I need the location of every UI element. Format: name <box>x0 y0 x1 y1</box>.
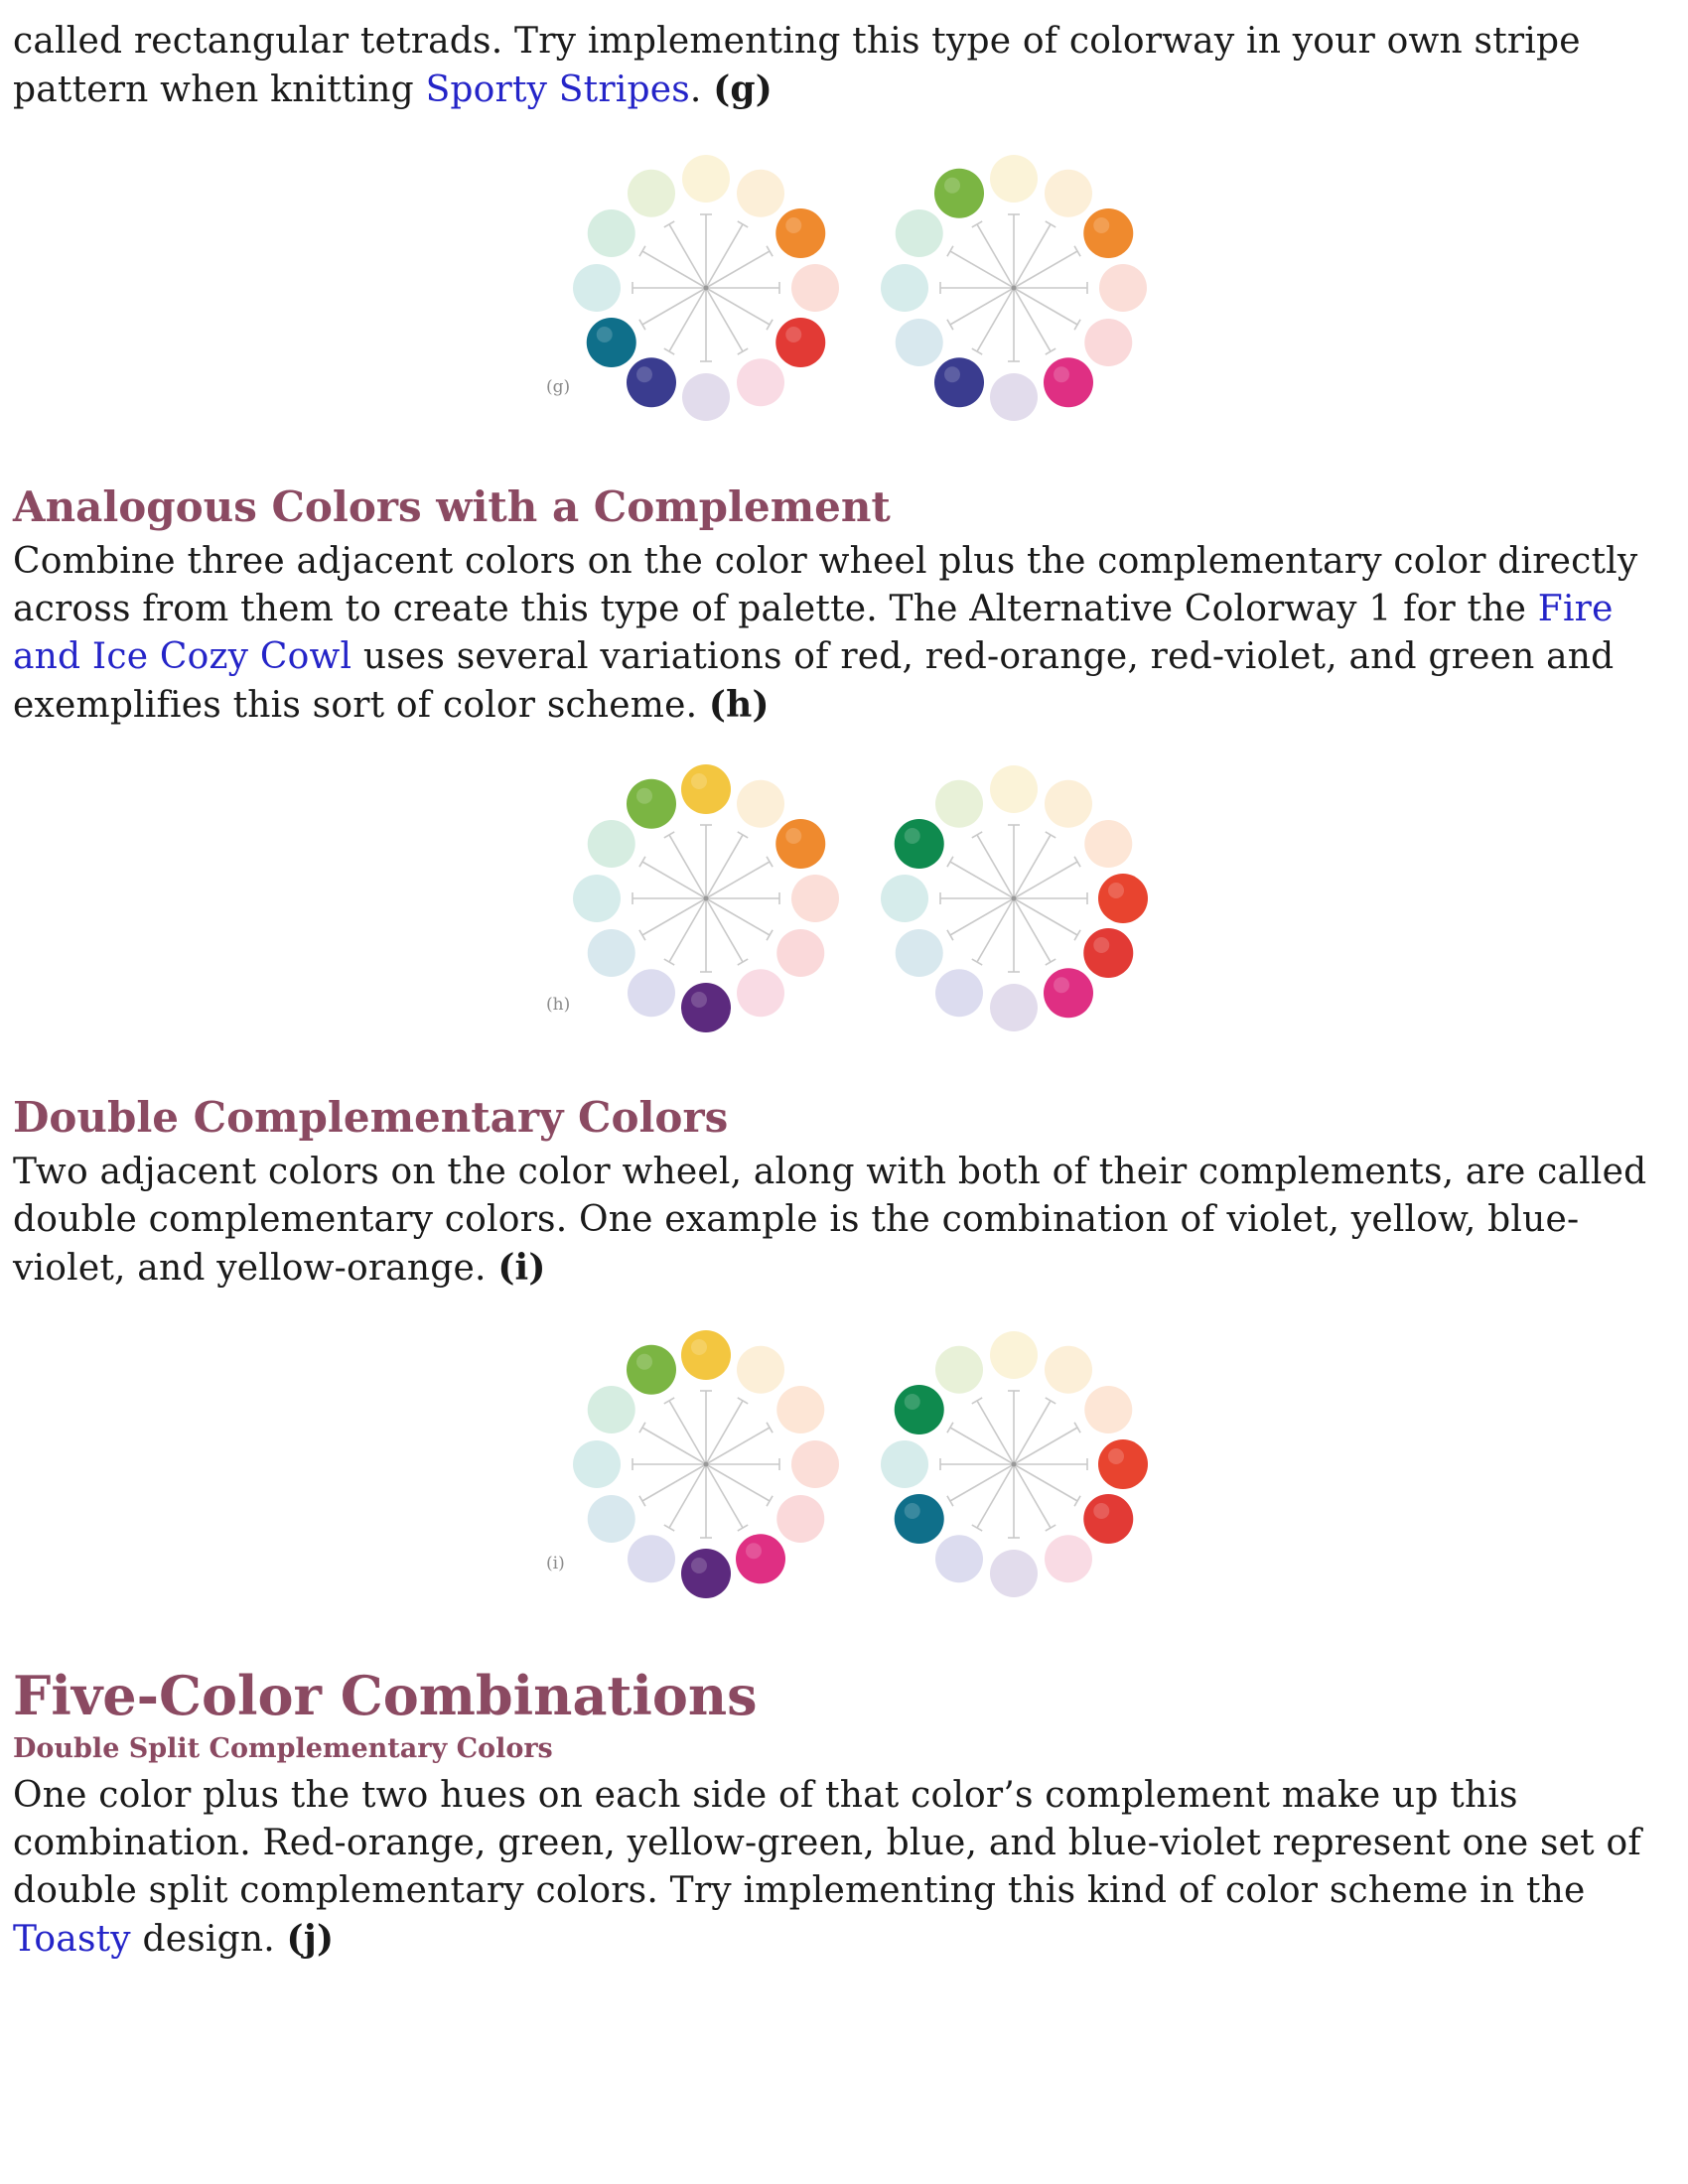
yarn-ball-orange <box>1084 820 1132 868</box>
wheel-spoke <box>669 1464 706 1528</box>
figure-label: (h) <box>546 995 571 1015</box>
yarn-ball-yellow-orange <box>1045 170 1092 217</box>
wheel-spoke <box>642 862 706 898</box>
yarn-ball-yellow <box>990 765 1038 813</box>
yarn-ball-orange <box>1083 208 1133 258</box>
wheel-spoke <box>706 288 743 351</box>
yarn-ball-orange <box>775 819 825 869</box>
yarn-ball-yellow-green <box>935 780 983 828</box>
color-wheel <box>881 765 1148 1031</box>
yarn-ball-highlight <box>905 828 920 844</box>
wheel-spoke-tick <box>639 1496 645 1506</box>
yarn-ball-blue-green <box>881 264 928 312</box>
yarn-ball-green <box>895 1385 944 1434</box>
yarn-ball-highlight <box>597 327 613 342</box>
wheel-spoke-tick <box>1074 857 1080 867</box>
wheel-spoke-tick <box>1046 1525 1055 1531</box>
wheel-spoke <box>706 1464 743 1528</box>
yarn-ball-highlight <box>785 828 801 844</box>
wheel-spoke <box>669 835 706 898</box>
wheel-spoke-tick <box>738 221 748 227</box>
wheel-spoke-tick <box>972 832 982 838</box>
wheel-spoke-tick <box>738 959 748 965</box>
yarn-ball-blue-green <box>573 264 621 312</box>
figure-label: (i) <box>546 1554 565 1573</box>
yarn-ball-orange <box>776 1386 824 1433</box>
yarn-ball-red-violet <box>1044 357 1093 407</box>
yarn-ball-yellow-orange <box>737 780 784 828</box>
wheel-spoke <box>706 1401 743 1464</box>
figure-g-wheels <box>541 149 1157 427</box>
wheel-spoke <box>1014 1401 1051 1464</box>
wheel-spoke-tick <box>664 959 674 965</box>
wheel-center <box>1012 1462 1017 1467</box>
wheel-spoke-tick <box>947 246 953 256</box>
yarn-ball-highlight <box>691 1558 707 1573</box>
wheel-spoke-tick <box>947 857 953 867</box>
wheel-spoke <box>1014 224 1051 288</box>
yarn-ball-yellow-orange <box>1045 780 1092 828</box>
yarn-ball-red-violet <box>737 358 784 406</box>
yarn-ball-yellow <box>681 1330 731 1380</box>
yarn-ball-red <box>776 1495 824 1543</box>
wheel-spoke <box>1014 1464 1077 1501</box>
wheel-spoke <box>950 1428 1014 1464</box>
wheel-spoke-tick <box>639 320 645 330</box>
wheel-spoke <box>1014 1428 1077 1464</box>
wheel-spoke-tick <box>738 348 748 354</box>
double-complementary-text: Two adjacent colors on the color wheel, along with both of their complements, are called double complementary colors. One example is the combination of violet, yellow, blue-violet, and yellow-orange. <box>13 1152 1647 1289</box>
wheel-spoke <box>669 1401 706 1464</box>
wheel-center <box>704 286 709 291</box>
yarn-ball-highlight <box>1108 883 1124 898</box>
section-heading-five-color: Five-Color Combinations <box>13 1664 758 1727</box>
color-wheel <box>573 1330 839 1598</box>
yarn-ball-highlight <box>691 773 707 789</box>
yarn-ball-red-violet <box>1044 968 1093 1018</box>
wheel-spoke-tick <box>947 1423 953 1433</box>
yarn-ball-yellow <box>990 155 1038 203</box>
wheel-spoke-tick <box>639 930 645 940</box>
yarn-ball-highlight <box>636 788 652 804</box>
yarn-ball-blue-violet <box>627 357 676 407</box>
wheel-spoke <box>706 1464 770 1501</box>
fire-and-ice-cozy-cowl-link[interactable]: Fire and Ice Cozy Cowl <box>13 589 1614 677</box>
wheel-spoke <box>706 862 770 898</box>
wheel-spoke-tick <box>767 1423 773 1433</box>
yarn-ball-green <box>588 820 635 868</box>
sporty-stripes-link[interactable]: Sporty Stripes <box>425 69 690 110</box>
color-wheel <box>881 1331 1148 1597</box>
wheel-spoke-tick <box>738 832 748 838</box>
color-wheel <box>573 155 839 421</box>
wheel-center <box>704 896 709 901</box>
wheel-spoke-tick <box>1046 348 1055 354</box>
yarn-ball-violet <box>990 1550 1038 1597</box>
figure-h-wheels <box>541 759 1157 1037</box>
wheel-spoke <box>950 251 1014 288</box>
yarn-ball-red <box>1084 319 1132 366</box>
wheel-spoke <box>950 898 1014 935</box>
yarn-ball-highlight <box>1093 1503 1109 1519</box>
yarn-ball-red <box>1083 928 1133 978</box>
yarn-ball-blue-green <box>573 875 621 922</box>
wheel-spoke-tick <box>664 348 674 354</box>
figure-ref-g: (g) <box>713 68 774 110</box>
yarn-ball-blue <box>896 929 943 977</box>
wheel-spoke <box>977 1464 1014 1528</box>
section-heading-analogous: Analogous Colors with a Complement <box>13 482 891 531</box>
yarn-ball-highlight <box>785 327 801 342</box>
wheel-spoke-tick <box>972 1525 982 1531</box>
yarn-ball-blue <box>896 319 943 366</box>
wheel-spoke <box>977 224 1014 288</box>
yarn-ball-yellow-orange <box>737 170 784 217</box>
yarn-ball-highlight <box>1054 977 1069 993</box>
yarn-ball-highlight <box>691 1339 707 1355</box>
yarn-ball-highlight <box>785 217 801 233</box>
subheading-double-split: Double Split Complementary Colors <box>13 1733 553 1764</box>
wheel-spoke-tick <box>972 221 982 227</box>
five-color-paragraph <box>13 1772 1681 1964</box>
yarn-ball-red <box>776 929 824 977</box>
yarn-ball-green <box>588 1386 635 1433</box>
figure-label: (g) <box>546 377 571 397</box>
wheel-spoke-tick <box>947 930 953 940</box>
wheel-center <box>1012 286 1017 291</box>
yarn-ball-highlight <box>691 992 707 1008</box>
yarn-ball-yellow-green <box>627 779 676 829</box>
yarn-ball-red-violet <box>737 969 784 1017</box>
yarn-ball-highlight <box>1093 937 1109 953</box>
yarn-ball-highlight <box>1108 1448 1124 1464</box>
wheel-spoke <box>950 1464 1014 1501</box>
yarn-ball-yellow <box>682 155 730 203</box>
wheel-spoke <box>950 288 1014 325</box>
wheel-spoke-tick <box>767 930 773 940</box>
color-wheel <box>881 155 1147 421</box>
wheel-spoke <box>642 288 706 325</box>
yarn-ball-yellow-green <box>935 1346 983 1394</box>
yarn-ball-orange <box>1084 1386 1132 1433</box>
wheel-spoke <box>1014 251 1077 288</box>
wheel-spoke-tick <box>972 959 982 965</box>
wheel-spoke-tick <box>1074 1423 1080 1433</box>
wheel-spoke <box>642 898 706 935</box>
wheel-spoke <box>1014 898 1077 935</box>
yarn-ball-blue-violet <box>935 969 983 1017</box>
figure-i <box>541 1325 1157 1603</box>
wheel-spoke <box>706 251 770 288</box>
wheel-spoke-tick <box>947 320 953 330</box>
wheel-spoke-tick <box>1046 221 1055 227</box>
yarn-ball-blue-violet <box>628 969 675 1017</box>
wheel-spoke-tick <box>1046 959 1055 965</box>
wheel-spoke-tick <box>1074 320 1080 330</box>
figure-g <box>541 149 1157 427</box>
yarn-ball-red <box>1083 1494 1133 1544</box>
yarn-ball-red-violet <box>1045 1535 1092 1582</box>
intro-line-2-post: . <box>689 69 714 110</box>
wheel-spoke <box>669 224 706 288</box>
wheel-spoke <box>1014 862 1077 898</box>
yarn-ball-green <box>896 209 943 257</box>
yarn-ball-blue <box>895 1494 944 1544</box>
yarn-ball-blue <box>587 318 636 367</box>
yarn-ball-violet <box>990 373 1038 421</box>
yarn-ball-yellow-orange <box>737 1346 784 1394</box>
wheel-spoke-tick <box>639 246 645 256</box>
wheel-spoke-tick <box>972 1398 982 1404</box>
yarn-ball-highlight <box>944 366 960 382</box>
yarn-ball-red-orange <box>1098 874 1148 923</box>
yarn-ball-yellow <box>990 1331 1038 1379</box>
yarn-ball-blue-green <box>881 1440 928 1488</box>
wheel-spoke-tick <box>639 1423 645 1433</box>
color-wheel <box>573 764 839 1032</box>
section-heading-double-complementary: Double Complementary Colors <box>13 1093 729 1142</box>
wheel-spoke-tick <box>1046 1398 1055 1404</box>
yarn-ball-blue-violet <box>628 1535 675 1582</box>
wheel-spoke <box>642 1464 706 1501</box>
wheel-spoke <box>669 288 706 351</box>
yarn-ball-red <box>775 318 825 367</box>
figure-h <box>541 759 1157 1037</box>
wheel-spoke-tick <box>664 221 674 227</box>
intro-paragraph <box>13 18 1681 114</box>
wheel-spoke-tick <box>972 348 982 354</box>
yarn-ball-blue <box>588 929 635 977</box>
yarn-ball-red-orange <box>791 1440 839 1488</box>
wheel-spoke-tick <box>664 1398 674 1404</box>
yarn-ball-highlight <box>944 178 960 194</box>
wheel-spoke-tick <box>664 832 674 838</box>
wheel-spoke <box>1014 898 1051 962</box>
yarn-ball-red-orange <box>1099 264 1147 312</box>
yarn-ball-highlight <box>905 1394 920 1410</box>
wheel-spoke <box>1014 835 1051 898</box>
wheel-spoke-tick <box>1074 246 1080 256</box>
yarn-ball-red-orange <box>791 264 839 312</box>
figure-ref-j: (j) <box>286 1918 335 1960</box>
five-color-text-pre: One color plus the two hues on each side of that color’s complement make up this combination. Red-orange, green, yellow-green, blue, and blue-violet represent one set of double split complementary colors. Try implementing this kind of color scheme in the <box>13 1775 1641 1911</box>
yarn-ball-yellow <box>681 764 731 814</box>
wheel-spoke <box>706 1428 770 1464</box>
five-color-text-post: design. <box>130 1919 287 1960</box>
wheel-spoke <box>706 224 743 288</box>
yarn-ball-violet <box>681 1549 731 1598</box>
yarn-ball-green <box>895 819 944 869</box>
yarn-ball-red-orange <box>791 875 839 922</box>
wheel-spoke-tick <box>767 246 773 256</box>
wheel-spoke <box>642 251 706 288</box>
figure-ref-h: (h) <box>708 684 770 726</box>
wheel-spoke <box>706 898 770 935</box>
yarn-ball-red-orange <box>1098 1439 1148 1489</box>
yarn-ball-red-violet <box>736 1534 785 1583</box>
analogous-text-post: uses several variations of red, red-orange, red-violet, and green and exemplifies this sort of color scheme. <box>13 636 1615 726</box>
wheel-spoke-tick <box>738 1525 748 1531</box>
figure-ref-i: (i) <box>497 1247 546 1289</box>
wheel-spoke <box>977 835 1014 898</box>
wheel-spoke-tick <box>767 1496 773 1506</box>
wheel-spoke <box>950 862 1014 898</box>
analogous-text-pre: Combine three adjacent colors on the color wheel plus the complementary color directly across from them to create this type of palette. The Alternative Colorway 1 for the <box>13 541 1638 629</box>
wheel-spoke <box>706 835 743 898</box>
yarn-ball-highlight <box>636 366 652 382</box>
yarn-ball-yellow-green <box>934 169 984 218</box>
wheel-spoke-tick <box>947 1496 953 1506</box>
wheel-spoke <box>977 288 1014 351</box>
wheel-spoke <box>977 1401 1014 1464</box>
analogous-paragraph <box>13 538 1681 730</box>
yarn-ball-highlight <box>905 1503 920 1519</box>
wheel-spoke-tick <box>738 1398 748 1404</box>
yarn-ball-blue-violet <box>934 357 984 407</box>
yarn-ball-yellow-orange <box>1045 1346 1092 1394</box>
yarn-ball-yellow-green <box>627 1345 676 1395</box>
yarn-ball-yellow-green <box>628 170 675 217</box>
wheel-spoke-tick <box>639 857 645 867</box>
yarn-ball-highlight <box>1093 217 1109 233</box>
intro-line-1: called rectangular tetrads. Try implementing this type of colorway in your own stripe <box>13 21 1581 62</box>
yarn-ball-blue-green <box>573 1440 621 1488</box>
wheel-spoke <box>1014 1464 1051 1528</box>
wheel-center <box>704 1462 709 1467</box>
wheel-spoke-tick <box>1074 1496 1080 1506</box>
yarn-ball-highlight <box>746 1543 762 1559</box>
yarn-ball-highlight <box>636 1354 652 1370</box>
yarn-ball-violet <box>681 983 731 1032</box>
wheel-spoke <box>706 898 743 962</box>
wheel-spoke-tick <box>767 320 773 330</box>
wheel-spoke <box>669 898 706 962</box>
wheel-spoke <box>977 898 1014 962</box>
yarn-ball-green <box>588 209 635 257</box>
yarn-ball-highlight <box>1054 366 1069 382</box>
yarn-ball-blue <box>588 1495 635 1543</box>
figure-i-wheels <box>541 1325 1157 1603</box>
wheel-spoke-tick <box>767 857 773 867</box>
wheel-spoke <box>1014 288 1077 325</box>
wheel-spoke-tick <box>664 1525 674 1531</box>
wheel-spoke <box>642 1428 706 1464</box>
wheel-spoke-tick <box>1074 930 1080 940</box>
yarn-ball-orange <box>775 208 825 258</box>
wheel-spoke <box>706 288 770 325</box>
intro-line-2-pre: pattern when knitting <box>13 69 426 110</box>
yarn-ball-blue-green <box>881 875 928 922</box>
double-complementary-paragraph <box>13 1149 1681 1293</box>
yarn-ball-blue-violet <box>935 1535 983 1582</box>
wheel-center <box>1012 896 1017 901</box>
wheel-spoke <box>1014 288 1051 351</box>
wheel-spoke-tick <box>1046 832 1055 838</box>
toasty-link[interactable]: Toasty <box>13 1919 131 1960</box>
yarn-ball-violet <box>682 373 730 421</box>
yarn-ball-violet <box>990 984 1038 1031</box>
